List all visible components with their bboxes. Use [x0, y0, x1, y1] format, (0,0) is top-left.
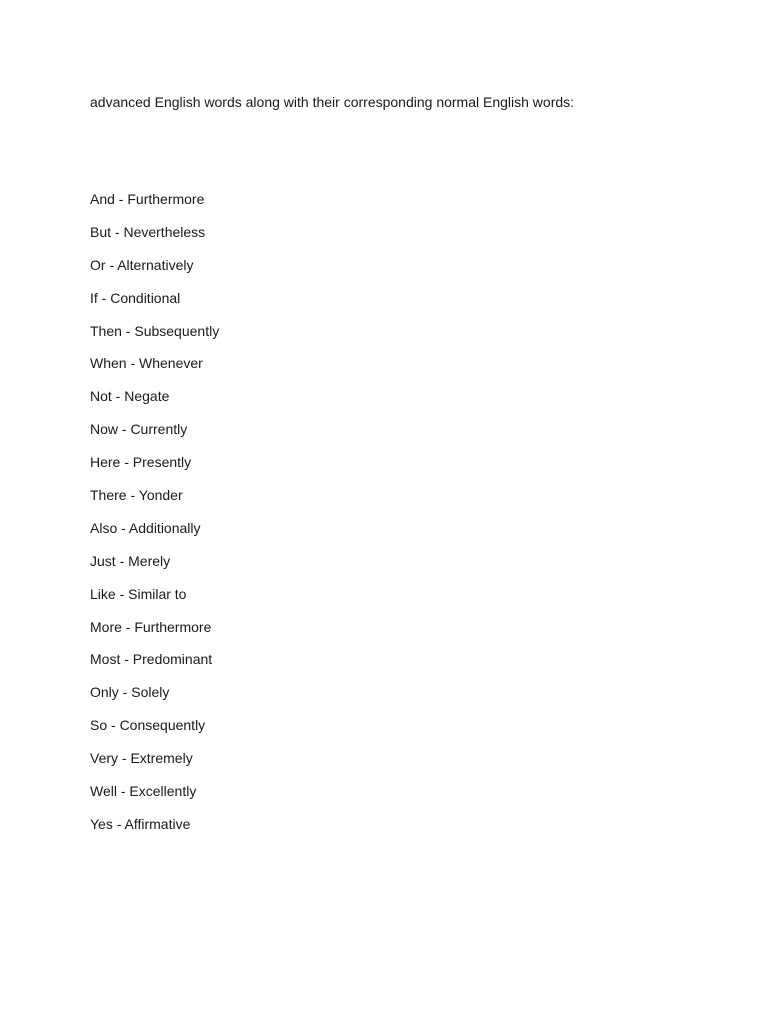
intro-text: advanced English words along with their corresponding normal English words: [90, 94, 575, 110]
list-item: Just - Merely [90, 552, 171, 569]
list-item: Most - Predominant [90, 651, 213, 668]
list-item: Well - Excellently [90, 783, 197, 800]
list-item: But - Nevertheless [90, 223, 206, 240]
word-pair-list [90, 190, 219, 848]
list-item: More - Furthermore [90, 618, 212, 635]
list-item: When - Whenever [90, 355, 203, 372]
list-item: Now - Currently [90, 421, 188, 438]
list-item: There - Yonder [90, 487, 183, 504]
list-item: So - Consequently [90, 717, 206, 734]
list-item: Very - Extremely [90, 750, 193, 767]
list-item: Also - Additionally [90, 519, 201, 536]
list-item: And - Furthermore [90, 191, 205, 207]
list-item: If - Conditional [90, 289, 181, 306]
list-item: Or - Alternatively [90, 256, 194, 273]
list-item: Like - Similar to [90, 585, 187, 602]
list-item: Only - Solely [90, 684, 170, 701]
list-item: Then - Subsequently [90, 322, 220, 339]
list-item: Not - Negate [90, 388, 170, 405]
list-item: Here - Presently [90, 454, 192, 471]
list-item: Yes - Affirmative [90, 815, 191, 832]
